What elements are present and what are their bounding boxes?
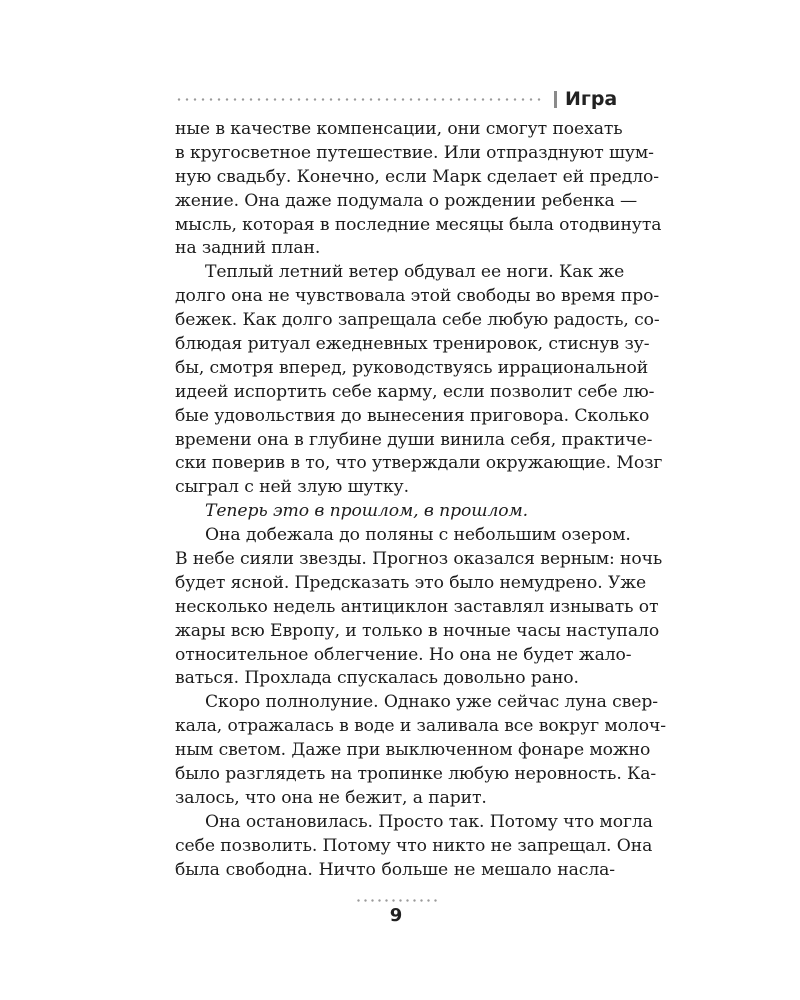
italic-text-line: Теперь это в прошлом, в прошлом. <box>205 501 529 522</box>
text-line: бые удовольствия до вынесения приговора. Сколько <box>175 405 650 426</box>
body-text <box>175 118 666 883</box>
text-line: себе позволить. Потому что никто не запрещал. Она <box>175 835 653 856</box>
text-line: Скоро полнолуние. Однако уже сейчас луна свер- <box>205 692 658 713</box>
running-header <box>175 84 618 114</box>
text-line: ваться. Прохлада спускалась довольно рано. <box>175 668 579 689</box>
text-line: мысль, которая в последние месяцы была отодвинута <box>175 214 662 235</box>
footer-dotted-rule <box>355 899 437 902</box>
text-line: жение. Она даже подумала о рождении ребенка — <box>175 190 638 211</box>
text-line: сыграл с ней злую шутку. <box>175 477 409 498</box>
text-line: в кругосветное путешествие. Или отпразднуют шум- <box>175 142 654 163</box>
text-line: ную свадьбу. Конечно, если Марк сделает ей предло- <box>175 166 659 187</box>
text-line: идеей испортить себе карму, если позволит себе лю- <box>175 381 655 402</box>
text-line: бы, смотря вперед, руководствуясь иррациональной <box>175 357 649 378</box>
text-line: времени она в глубине души винила себя, практиче- <box>175 429 653 450</box>
text-line: В небе сияли звезды. Прогноз оказался верным: ночь <box>175 549 663 570</box>
text-line: жары всю Европу, и только в ночные часы наступало <box>175 620 660 641</box>
text-line: было разглядеть на тропинке любую неровность. Ка- <box>175 764 657 785</box>
text-line: блюдая ритуал ежедневных тренировок, стиснув зу- <box>175 334 650 355</box>
text-line: кала, отражалась в воде и заливала все вокруг молоч- <box>175 716 666 737</box>
text-line: Она добежала до поляны с небольшим озером. <box>205 525 631 546</box>
text-line: залось, что она не бежит, а парит. <box>175 787 487 808</box>
header-separator-bar <box>554 91 557 108</box>
header-dotted-rule <box>175 98 545 101</box>
page-number: 9 <box>389 905 403 926</box>
text-line: ные в качестве компенсации, они смогут поехать <box>175 119 623 139</box>
text-line: ным светом. Даже при выключенном фонаре можно <box>175 740 651 761</box>
text-line: Теплый летний ветер обдувал ее ноги. Как же <box>205 262 625 283</box>
text-line: будет ясной. Предсказать это было немудрено. Уже <box>175 572 647 593</box>
running-title: Игра <box>565 88 618 110</box>
text-line: относительное облегчение. Но она не будет жало- <box>175 644 632 665</box>
text-line: долго она не чувствовала этой свободы во время про- <box>175 286 660 307</box>
text-line: несколько недель антициклон заставлял изнывать от <box>175 596 659 617</box>
text-line: бежек. Как долго запрещала себе любую радость, со- <box>175 310 660 331</box>
text-line: на задний план. <box>175 238 321 259</box>
text-line: ски поверив в то, что утверждали окружающие. Мозг <box>175 453 663 474</box>
text-line: была свободна. Ничто больше не мешало насла- <box>175 859 615 880</box>
text-line: Она остановилась. Просто так. Потому что могла <box>205 811 653 832</box>
